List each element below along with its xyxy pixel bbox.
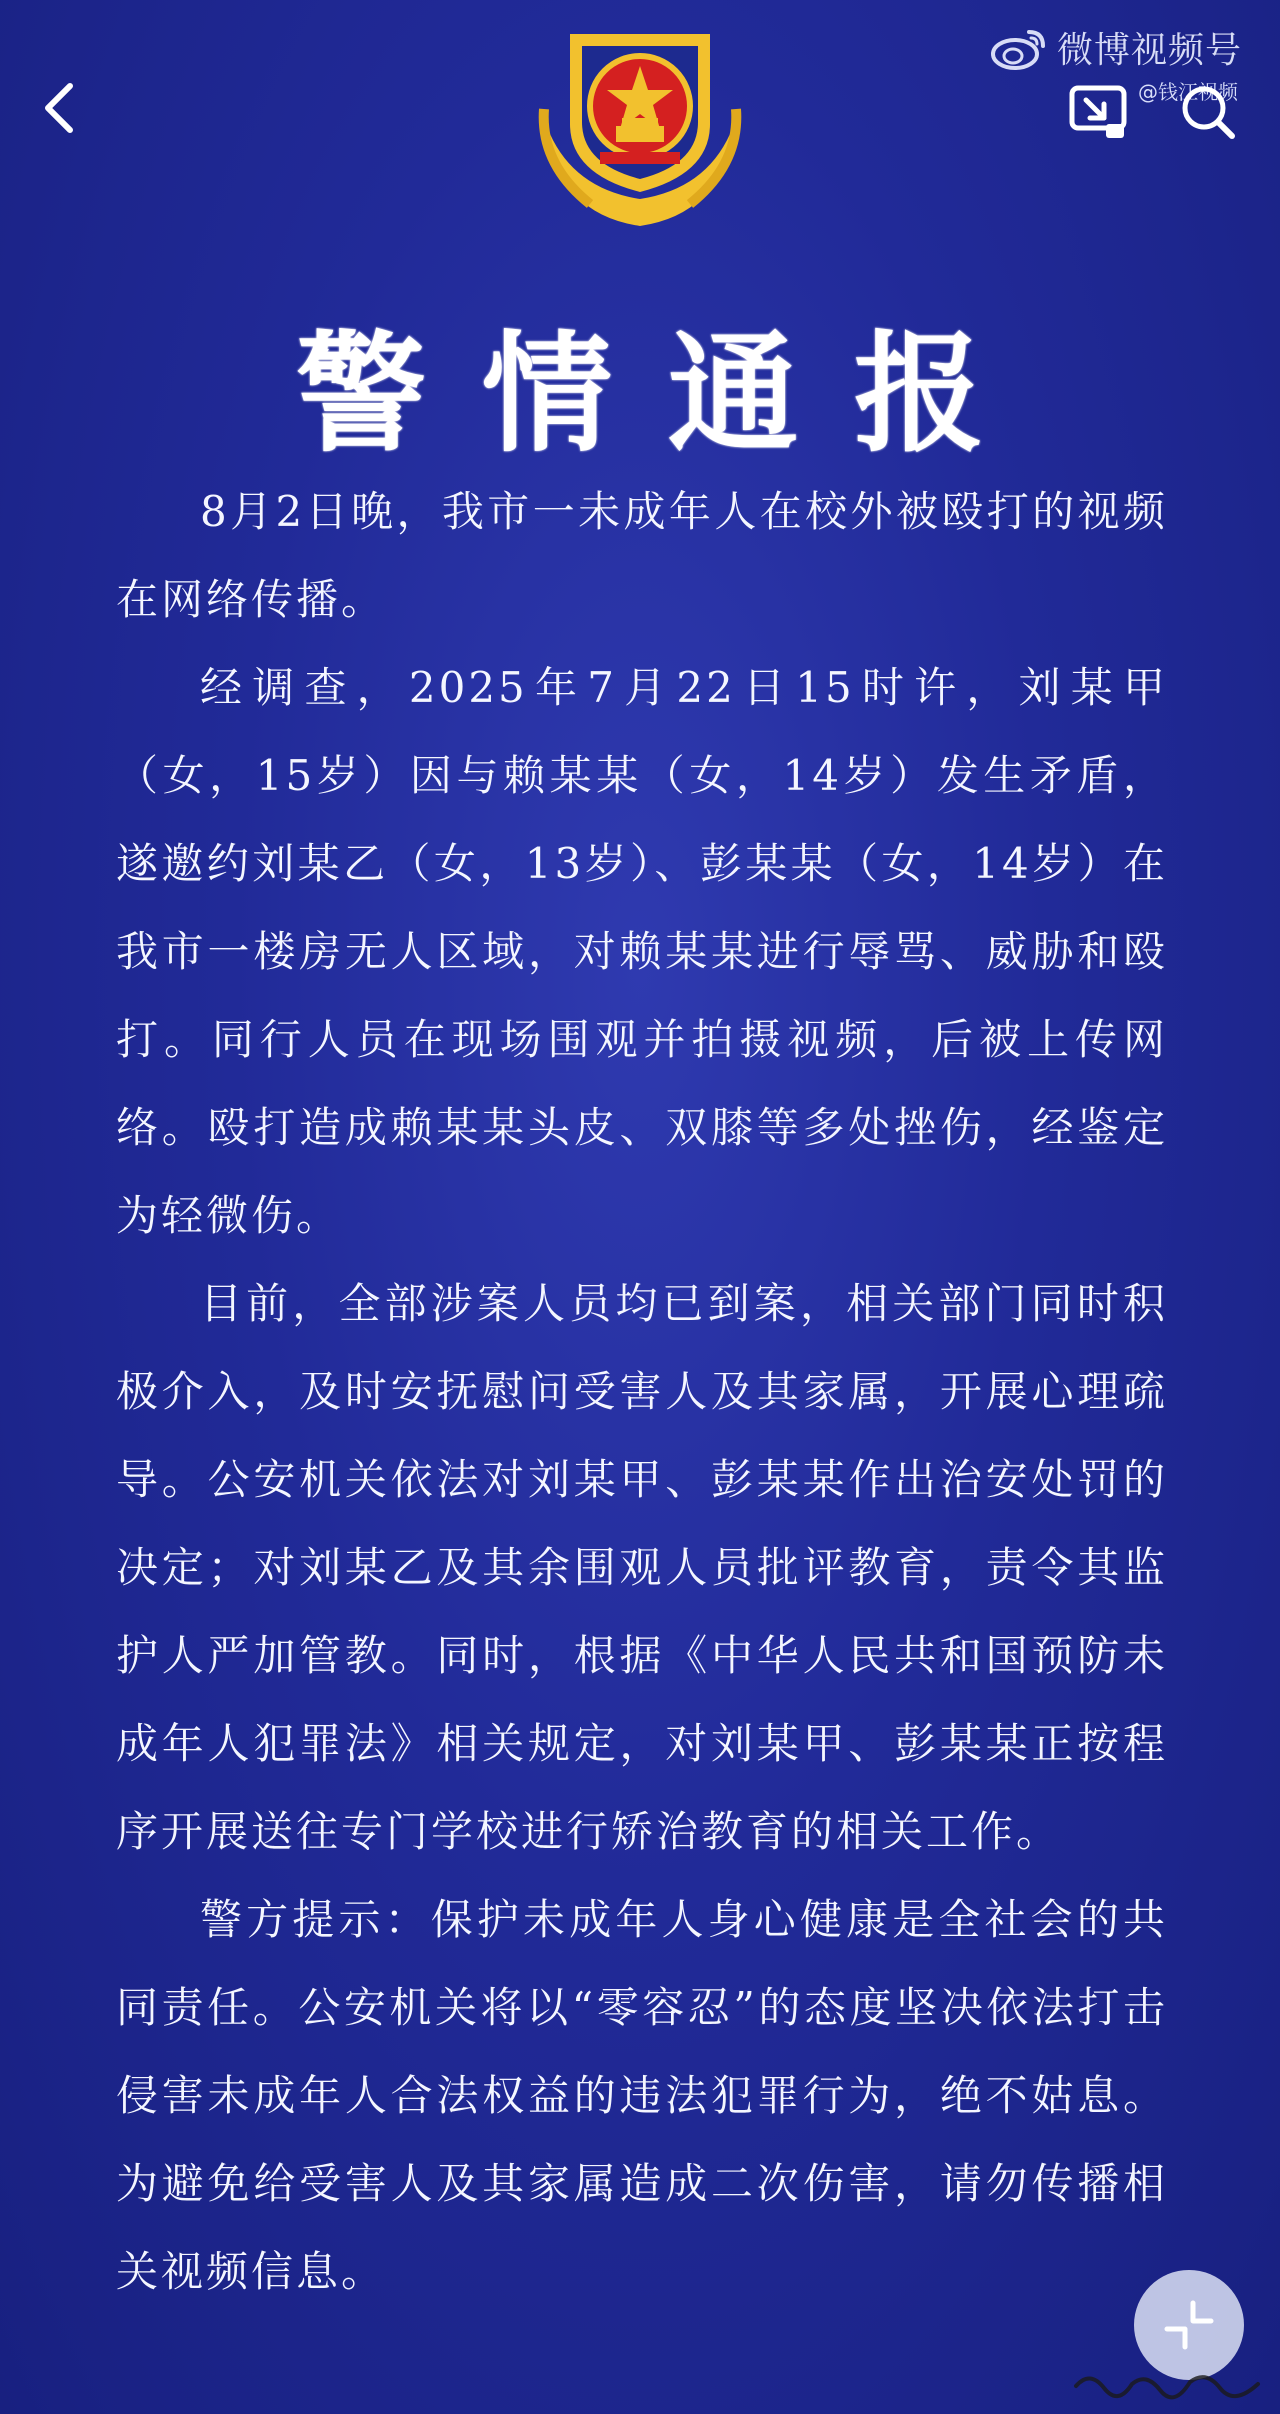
back-button[interactable] <box>30 78 90 138</box>
weibo-logo-icon <box>989 26 1049 70</box>
cast-screen-icon <box>1066 80 1130 144</box>
back-arrow-icon <box>40 78 80 138</box>
collapse-arrows-icon <box>1159 2295 1219 2355</box>
search-icon <box>1176 80 1240 144</box>
paragraph-investigation: 经调查，2025年7月22日15时许，刘某甲（女，15岁）因与赖某某（女，14岁）发生矛盾，遂邀约刘某乙（女，13岁）、彭某某（女，14岁）在我市一楼房无人区域，对赖某某进行辱骂、威胁和殴打。同行人员在现场围观并拍摄视频，后被上传网络。殴打造成赖某某头皮、双膝等多处挫伤，经鉴定为轻微伤。 <box>116 663 1168 1240</box>
top-bar <box>0 0 1280 230</box>
watermark-brand: 微博视频号 <box>1056 30 1242 71</box>
paragraph-handling: 目前，全部涉案人员均已到案，相关部门同时积极介入，及时安抚慰问受害人及其家属，开展心理疏导。公安机关依法对刘某甲、彭某某作出治安处罚的决定；对刘某乙及其余围观人员批评教育，责令其监护人严加管教。同时，根据《中华人民共和国预防未成年人犯罪法》相关规定，对刘某甲、彭某某正按程序开展送往专门学校进行矫治教育的相关工作。 <box>116 1279 1168 1856</box>
watermark <box>989 22 1242 73</box>
top-actions <box>1066 80 1240 144</box>
police-emblem-icon <box>530 14 750 234</box>
signature-mark <box>1070 2362 1270 2402</box>
paragraph-intro: 8月2日晚，我市一未成年人在校外被殴打的视频在网络传播。 <box>116 487 1168 624</box>
search-button[interactable] <box>1176 80 1240 144</box>
notice-body <box>116 468 1168 2316</box>
cast-button[interactable] <box>1066 80 1130 144</box>
watermark-source: @钱江视频 <box>1138 80 1238 104</box>
notice-title: 警情通报 <box>295 317 1040 470</box>
paragraph-police-reminder: 警方提示：保护未成年人身心健康是全社会的共同责任。公安机关将以“零容忍”的态度坚决依法打击侵害未成年人合法权益的违法犯罪行为，绝不姑息。为避免给受害人及其家属造成二次伤害，请勿传播相关视频信息。 <box>116 1895 1168 2296</box>
